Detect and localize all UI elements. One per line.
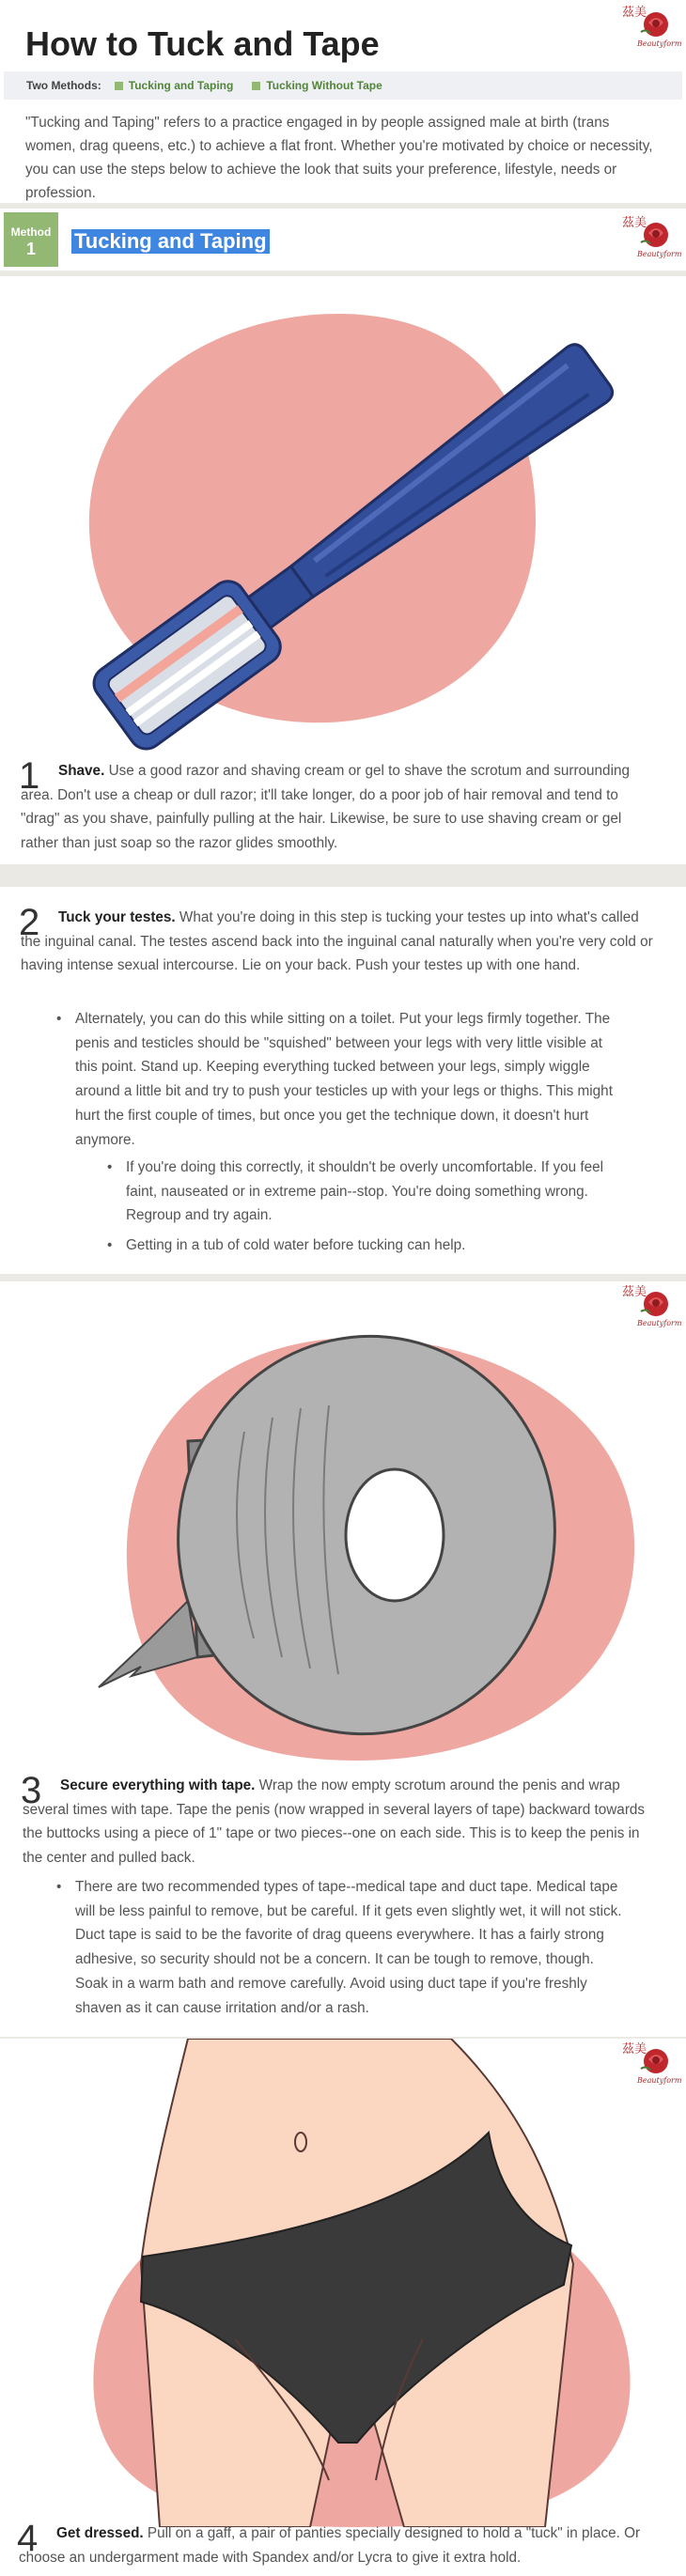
step-heading: Tuck your testes. bbox=[58, 909, 176, 925]
step-card-2 bbox=[0, 887, 686, 1274]
article-header bbox=[0, 0, 686, 203]
intro-paragraph: "Tucking and Taping" refers to a practice engaged in by people assigned male at birth (trans women, drag queens, etc.) to achieve a flat front. Whether you're motivated by choice or necessity, you can use the steps below to achieve the look that suits your preference, lifestyle, needs or profession. bbox=[25, 115, 653, 201]
brand-logo: 茲美 Beautyform bbox=[622, 6, 682, 48]
bullet-item: • Alternately, you can do this while sitting on a toilet. Put your legs firmly together. The penis and testicles should be "squished" between your legs with very little visible at this point. Stand up. Keeping everything tucked between your legs, simply wiggle around a little bit and try to push your testicles up with your legs or thighs. This might hurt the first couple of times, but once you get the technique down, it doesn't hurt anymore. bbox=[56, 1007, 620, 1152]
brand-logo: 茲美 Beautyform bbox=[622, 216, 682, 258]
sub-bullet-item: • If you're doing this correctly, it shouldn't be overly uncomfortable. If you feel faint, nauseated or in extreme pain--stop. You're doing something wrong. Regroup and try again. bbox=[107, 1156, 615, 1228]
step-number: 2 bbox=[19, 902, 40, 943]
method-header bbox=[0, 209, 686, 271]
rose-icon bbox=[637, 1289, 671, 1321]
rose-icon bbox=[637, 220, 671, 252]
step-text bbox=[21, 759, 660, 856]
method-badge: Method 1 bbox=[4, 212, 58, 267]
method-title: Tucking and Taping bbox=[71, 229, 270, 254]
method-link-tucking-without-tape[interactable]: Tucking Without Tape bbox=[252, 79, 382, 92]
tape-roll-illustration bbox=[0, 1319, 686, 1808]
rose-icon bbox=[637, 9, 671, 41]
step-bullets bbox=[56, 1875, 630, 2025]
step-text bbox=[23, 1774, 662, 1870]
step-number: 3 bbox=[21, 1770, 42, 1811]
step-number: 4 bbox=[17, 2518, 39, 2559]
sub-bullet-item: • Getting in a tub of cold water before tucking can help. bbox=[107, 1234, 615, 1258]
step-body: Wrap the now empty scrotum around the penis and wrap several times with tape. Tape the penis (now wrapped in several layers of tape) backward towards the buttocks using a piece of 1" tape or two pieces--one on each side. This is to keep the penis in the center and pulled back. bbox=[23, 1777, 646, 1867]
step-card-3 bbox=[0, 1281, 686, 2037]
underwear-illustration bbox=[0, 2039, 686, 2527]
razor-illustration bbox=[0, 276, 686, 765]
step-body: What you're doing in this step is tucking your testes up into what's called the inguinal canal. The testes ascend back into the inguinal canal naturally when you're very cold or having intense sexual intercourse. Lie on your back. Push your testes up with one hand. bbox=[21, 909, 653, 974]
brand-logo: 茲美 Beautyform bbox=[622, 2042, 682, 2085]
methods-nav bbox=[4, 71, 682, 100]
method-link-tucking-and-taping[interactable]: Tucking and Taping bbox=[115, 79, 234, 92]
brand-logo: 茲美 Beautyform bbox=[622, 1285, 682, 1327]
step-sub-bullets bbox=[107, 1156, 615, 1264]
bullet-item: • There are two recommended types of tape--medical tape and duct tape. Medical tape will be less painful to remove, but be careful. If it gets even slightly wet, it will not stick. Duct tape is said to be the favorite of drag queens everywhere. It has a fairly strong adhesive, so security should not be a concern. It can be tough to remove, though. Soak in a warm bath and remove carefully. Avoid using duct tape if you're freshly shaven as it can cause irritation and/or a rash. bbox=[56, 1875, 630, 2020]
step-number: 1 bbox=[19, 755, 40, 797]
step-card-1 bbox=[0, 276, 686, 864]
step-body: Use a good razor and shaving cream or gel to shave the scrotum and surrounding area. Don't use a cheap or dull razor; it'll take longer, do a poor job of hair removal and tend to "drag" as you shave, painfully pulling at the hair. Likewise, be sure to use shaving cream or gel rather than just soap so the razor glides smoothly. bbox=[21, 763, 630, 852]
step-body: Pull on a gaff, a pair of panties specially designed to hold a "tuck" in place. Or choose an undergarment made with Spandex and/or Lycra to give it extra hold. bbox=[19, 2525, 641, 2566]
step-text bbox=[19, 2522, 658, 2569]
step-heading: Shave. bbox=[58, 763, 105, 779]
bullet-square-icon bbox=[252, 82, 260, 90]
methods-nav-label: Two Methods: bbox=[26, 79, 101, 92]
step-bullets bbox=[56, 1007, 620, 1157]
step-heading: Get dressed. bbox=[56, 2525, 144, 2541]
bullet-square-icon bbox=[115, 82, 123, 90]
step-text bbox=[21, 906, 660, 978]
step-heading: Secure everything with tape. bbox=[60, 1777, 256, 1793]
page-title: How to Tuck and Tape bbox=[25, 24, 380, 63]
step-card-4 bbox=[0, 2039, 686, 2576]
